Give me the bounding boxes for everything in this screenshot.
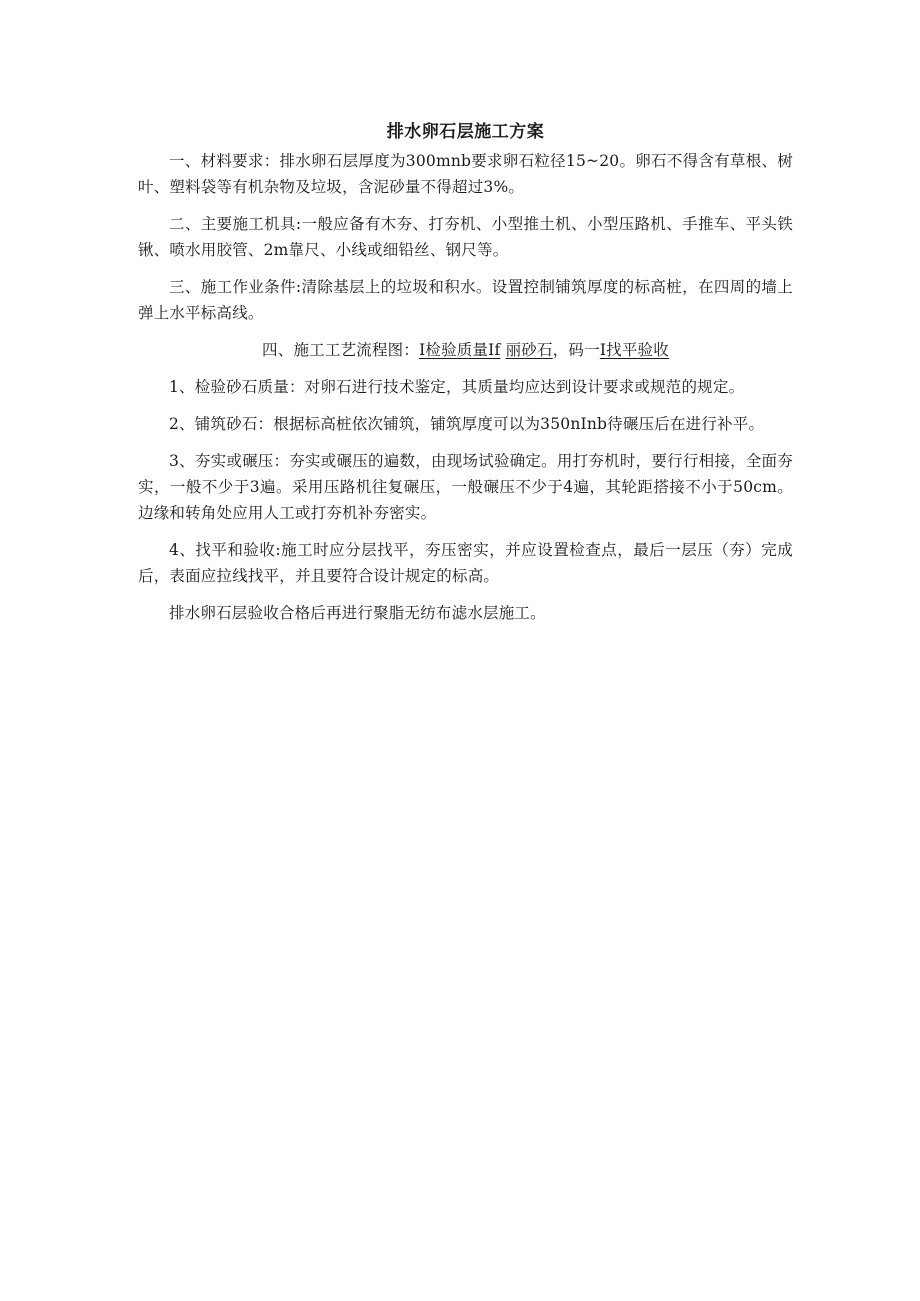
- process-flow-prefix: 四、施工工艺流程图：: [262, 341, 420, 359]
- process-flow-step-gravel: 丽砂石: [505, 341, 553, 359]
- document-body: [138, 118, 793, 637]
- paragraph-process-flow: [138, 337, 793, 363]
- paragraph-construction-machinery: 二、主要施工机具:一般应备有木夯、打夯机、小型推土机、小型压路机、手推车、平头铁锹、喷水用胶管、2m靠尺、小线或细铅丝、钢尺等。: [138, 215, 793, 259]
- paragraph-step-compact: 3、夯实或碾压：夯实或碾压的遍数，由现场试验确定。用打夯机时，要行行相接，全面夯实，一般不少于3遍。采用压路机往复碾压，一般碾压不少于4遍，其轮距搭接不小于50cm。边缘和转角处应用人工或打夯机补夯密实。: [138, 452, 793, 522]
- process-flow-step-level: I找平验收: [599, 341, 669, 359]
- paragraph-working-conditions: 三、施工作业条件:清除基层上的垃圾和积水。设置控制铺筑厚度的标高桩，在四周的墙上弹上水平标高线。: [138, 278, 793, 322]
- paragraph-material-requirements: 一、材料要求：排水卵石层厚度为300mnb要求卵石粒径15~20。卵石不得含有草根、树叶、塑料袋等有机杂物及垃圾，含泥砂量不得超过3%。: [138, 152, 793, 196]
- paragraph-step-lay-gravel: 2、铺筑砂石：根据标高桩依次铺筑，铺筑厚度可以为350nInb待碾压后在进行补平。: [169, 415, 765, 433]
- paragraph-step-level-accept: 4、找平和验收:施工时应分层找平，夯压密实，并应设置检查点，最后一层压（夯）完成后，表面应拉线找平，并且要符合设计规定的标高。: [138, 541, 793, 585]
- document-title: 排水卵石层施工方案: [386, 122, 545, 142]
- process-flow-separator: ，码一: [552, 341, 600, 359]
- paragraph-step-inspect: 1、检验砂石质量：对卵石进行技术鉴定，其质量均应达到设计要求或规范的规定。: [169, 378, 745, 396]
- paragraph-closing: 排水卵石层验收合格后再进行聚脂无纺布滤水层施工。: [169, 604, 546, 622]
- process-flow-step-inspect: I检验质量If: [419, 341, 501, 359]
